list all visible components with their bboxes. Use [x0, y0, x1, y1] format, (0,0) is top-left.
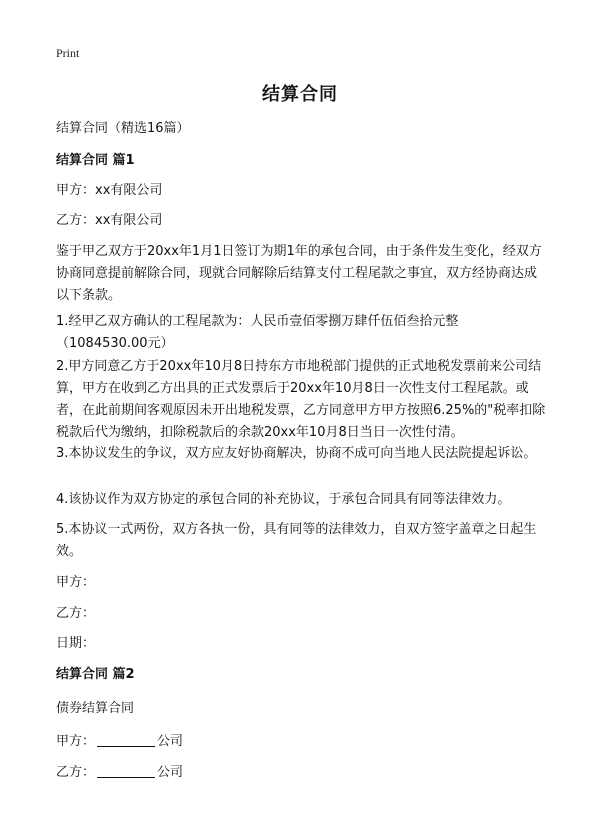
- intro-paragraph: 鉴于甲乙双方于20xx年1月1日签订为期1年的承包合同，由于条件发生变化，经双方协商同意提前解除合同，现就合同解除后结算支付工程尾款之事宜，双方经协商达成以下条款。: [56, 244, 542, 303]
- sign-date: 日期：: [56, 636, 96, 651]
- sign-party-b: 乙方：: [56, 606, 96, 621]
- section1-heading: 结算合同 篇1: [56, 153, 135, 168]
- section2-party-a-label: 甲方：: [56, 734, 96, 749]
- clause-4: 4.该协议作为双方协定的承包合同的补充协议，于承包合同具有同等法律效力。: [56, 492, 511, 507]
- print-label[interactable]: Print: [56, 46, 80, 60]
- section2-party-a-suffix: 公司: [157, 734, 184, 749]
- clause-2: 2.甲方同意乙方于20xx年10月8日持东方市地税部门提供的正式地税发票前来公司结算，甲方在收到乙方出具的正式发票后于20xx年10月8日一次性支付工程尾款。或者，在此前期间客观原因未开出地税发票，乙方同意甲方甲方按照6.25%的"税率扣除税款后代为缴纳，扣除税款后的余款20xx年10月8日当日一次性付清。: [56, 359, 546, 440]
- sign-party-a: 甲方：: [56, 575, 96, 590]
- blank-line: [97, 763, 155, 778]
- doc-subtitle: 结算合同（精选16篇）: [56, 121, 190, 136]
- section2-party-b-suffix: 公司: [157, 765, 184, 780]
- clause-1: 1.经甲乙双方确认的工程尾款为：人民币壹佰零捌万肆仟伍佰叁拾元整（1084530.00元）: [56, 314, 459, 351]
- section2-line1: 债券结算合同: [56, 701, 135, 716]
- blank-line: [97, 732, 155, 747]
- party-a: 甲方：xx有限公司: [56, 183, 163, 198]
- section2-party-a: [56, 731, 548, 753]
- clause-5: 5.本协议一式两份，双方各执一份，具有同等的法律效力，自双方签字盖章之日起生效。: [56, 522, 537, 559]
- section2-heading: 结算合同 篇2: [56, 667, 135, 682]
- section2-party-b-label: 乙方：: [56, 765, 96, 780]
- clause-3: 3.本协议发生的争议，双方应友好协商解决，协商不成可向当地人民法院提起诉讼。: [56, 446, 537, 461]
- page-title: 结算合同: [262, 84, 338, 105]
- party-b: 乙方：xx有限公司: [56, 213, 163, 228]
- section2-party-b: [56, 762, 548, 784]
